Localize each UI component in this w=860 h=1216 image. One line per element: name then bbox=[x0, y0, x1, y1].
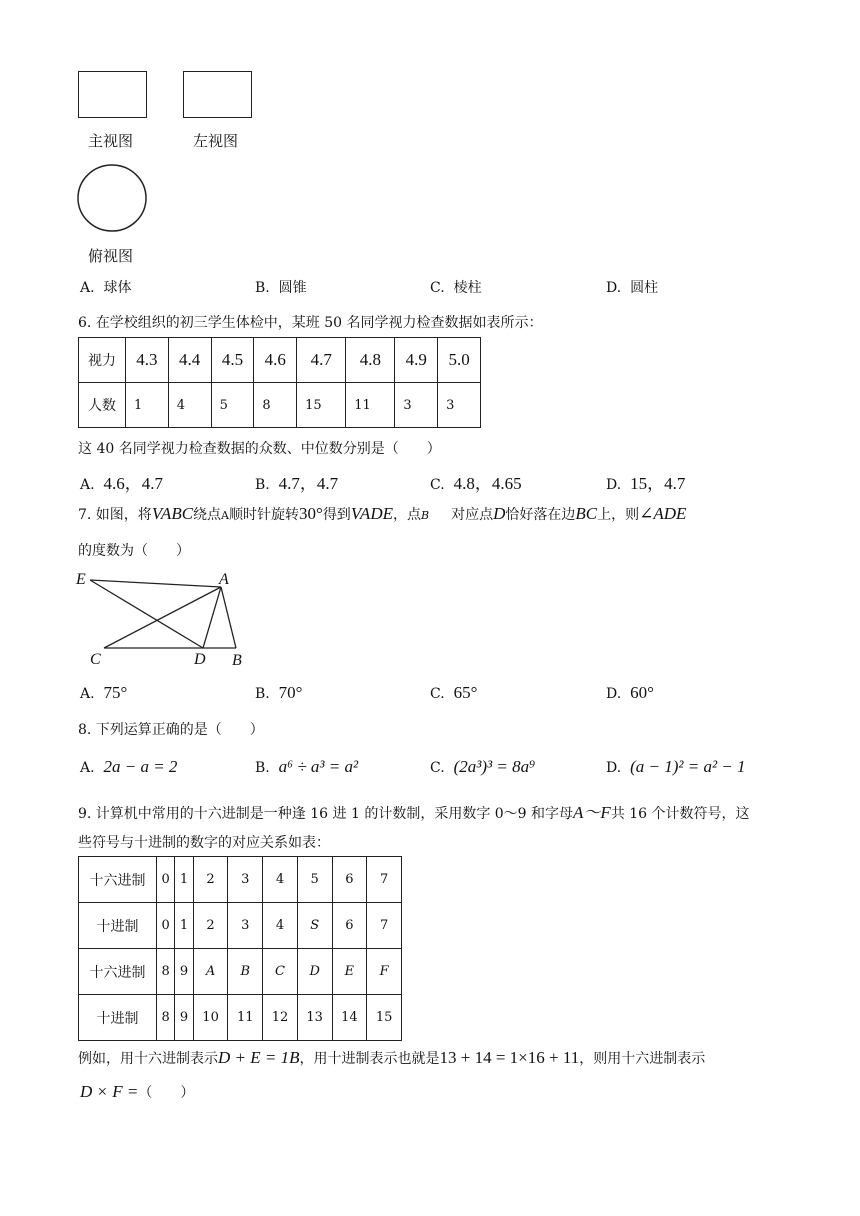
q6-cell: 4.5 bbox=[211, 338, 254, 383]
q7-option-d: D. 60° bbox=[606, 683, 654, 702]
q9-cell: C bbox=[263, 949, 298, 995]
left-view-rectangle bbox=[183, 71, 252, 118]
label-e: E bbox=[76, 571, 86, 588]
q6-option-d: D. 15，4.7 bbox=[606, 474, 686, 493]
q8-option-c: C. (2a³)³ = 8a⁹ bbox=[430, 757, 535, 776]
q9-cell: 9 bbox=[175, 995, 193, 1041]
q9-cell: 7 bbox=[367, 857, 402, 903]
q9-cell: 10 bbox=[193, 995, 228, 1041]
q6-cell: 1 bbox=[126, 383, 169, 428]
front-view-label: 主视图 bbox=[88, 132, 134, 150]
q9-hex-table bbox=[78, 856, 402, 1041]
q8-option-d: D. (a − 1)² = a² − 1 bbox=[606, 757, 746, 776]
front-view-rectangle bbox=[78, 71, 147, 118]
q6-cell: 5 bbox=[211, 383, 254, 428]
q6-option-a: A. 4.6，4.7 bbox=[80, 474, 163, 493]
q6-question: 这 40 名同学视力检查数据的众数、中位数分别是（ ） bbox=[78, 441, 441, 457]
q9-stem-line2: 些符号与十进制的数字的对应关系如表： bbox=[78, 835, 330, 851]
q6-row1-label: 视力 bbox=[79, 338, 126, 383]
q7-option-b: B. 70° bbox=[255, 683, 303, 702]
q5-option-b: B. 圆锥 bbox=[255, 280, 307, 296]
q6-cell: 5.0 bbox=[438, 338, 481, 383]
q7-option-c: C. 65° bbox=[430, 683, 478, 702]
q9-cell: 11 bbox=[228, 995, 263, 1041]
q6-cell: 4.8 bbox=[346, 338, 395, 383]
q9-cell: 2 bbox=[193, 857, 228, 903]
q6-cell: 3 bbox=[395, 383, 438, 428]
q7-triangle-figure bbox=[74, 568, 254, 668]
q6-stem: 6. 在学校组织的初三学生体检中，某班 50 名同学视力检查数据如表所示： bbox=[78, 315, 543, 331]
q6-option-c: C. 4.8，4.65 bbox=[430, 474, 522, 493]
q7-option-a: A. 75° bbox=[80, 683, 128, 702]
label-c: C bbox=[90, 651, 101, 668]
q9-cell: 1 bbox=[175, 903, 193, 949]
label-b: B bbox=[232, 652, 242, 668]
q8-stem: 8. 下列运算正确的是（ ） bbox=[78, 722, 264, 738]
q9-cell: 14 bbox=[332, 995, 367, 1041]
q9-cell: 4 bbox=[263, 903, 298, 949]
q6-cell: 8 bbox=[254, 383, 297, 428]
q9-cell: 7 bbox=[367, 903, 402, 949]
q9-stem-line1: 9. 计算机中常用的十六进制是一种逢 16 进 1 的计数制，采用数字 0～9 和字母A～F共 16 个计数符号，这 bbox=[78, 803, 750, 822]
q9-cell: E bbox=[332, 949, 367, 995]
q9-cell: 15 bbox=[367, 995, 402, 1041]
q6-option-b: B. 4.7，4.7 bbox=[255, 474, 339, 493]
q9-cell: 1 bbox=[175, 857, 193, 903]
q9-cell: A bbox=[193, 949, 228, 995]
top-view-label: 俯视图 bbox=[88, 247, 134, 265]
q8-option-a: A. 2a − a = 2 bbox=[80, 757, 178, 776]
q6-cell: 4.3 bbox=[126, 338, 169, 383]
q9-row-label: 十六进制 bbox=[79, 949, 157, 995]
q6-vision-table bbox=[78, 337, 481, 428]
q6-cell: 15 bbox=[297, 383, 346, 428]
q9-cell: 6 bbox=[332, 903, 367, 949]
q6-cell: 4.4 bbox=[168, 338, 211, 383]
q9-row-label: 十进制 bbox=[79, 995, 157, 1041]
q9-cell: 4 bbox=[263, 857, 298, 903]
q6-cell: 4 bbox=[168, 383, 211, 428]
label-d: D bbox=[194, 651, 206, 668]
q7-stem: 7. 如图，将VABC绕点A顺时针旋转30°得到VADE，点B 对应点D恰好落在边BC上，则∠ADE bbox=[78, 504, 687, 523]
q9-cell: 2 bbox=[193, 903, 228, 949]
q5-option-c: C. 棱柱 bbox=[430, 280, 482, 296]
q9-cell: 0 bbox=[157, 903, 175, 949]
q9-cell: B bbox=[228, 949, 263, 995]
q6-cell: 4.7 bbox=[297, 338, 346, 383]
q9-cell: 3 bbox=[228, 903, 263, 949]
q8-option-b: B. a⁶ ÷ a³ = a² bbox=[255, 757, 359, 776]
q9-cell: 6 bbox=[332, 857, 367, 903]
left-view-label: 左视图 bbox=[193, 132, 239, 150]
q9-cell: D bbox=[297, 949, 332, 995]
q6-row2-label: 人数 bbox=[79, 383, 126, 428]
q5-option-a: A. 球体 bbox=[80, 280, 132, 296]
q9-cell: 0 bbox=[157, 857, 175, 903]
q6-cell: 11 bbox=[346, 383, 395, 428]
q6-cell: 4.6 bbox=[254, 338, 297, 383]
q9-cell: 9 bbox=[175, 949, 193, 995]
q9-row-label: 十进制 bbox=[79, 903, 157, 949]
q6-cell: 4.9 bbox=[395, 338, 438, 383]
q9-cell: S bbox=[297, 903, 332, 949]
q9-row-label: 十六进制 bbox=[79, 857, 157, 903]
q9-cell: 8 bbox=[157, 995, 175, 1041]
q9-cell: 12 bbox=[263, 995, 298, 1041]
q7-stem-line2: 的度数为（ ） bbox=[78, 543, 190, 559]
q9-cell: F bbox=[367, 949, 402, 995]
label-a: A bbox=[219, 571, 229, 588]
q9-cell: 5 bbox=[297, 857, 332, 903]
q9-example: 例如，用十六进制表示D + E = 1B，用十进制表示也就是13 + 14 = 1×16 + 11，则用十六进制表示 bbox=[78, 1048, 706, 1067]
q6-cell: 3 bbox=[438, 383, 481, 428]
q9-cell: 3 bbox=[228, 857, 263, 903]
q5-option-d: D. 圆柱 bbox=[606, 280, 659, 296]
q9-final-question: D × F =（ ） bbox=[80, 1082, 195, 1101]
q9-cell: 13 bbox=[297, 995, 332, 1041]
top-view-circle bbox=[76, 164, 150, 234]
q9-cell: 8 bbox=[157, 949, 175, 995]
